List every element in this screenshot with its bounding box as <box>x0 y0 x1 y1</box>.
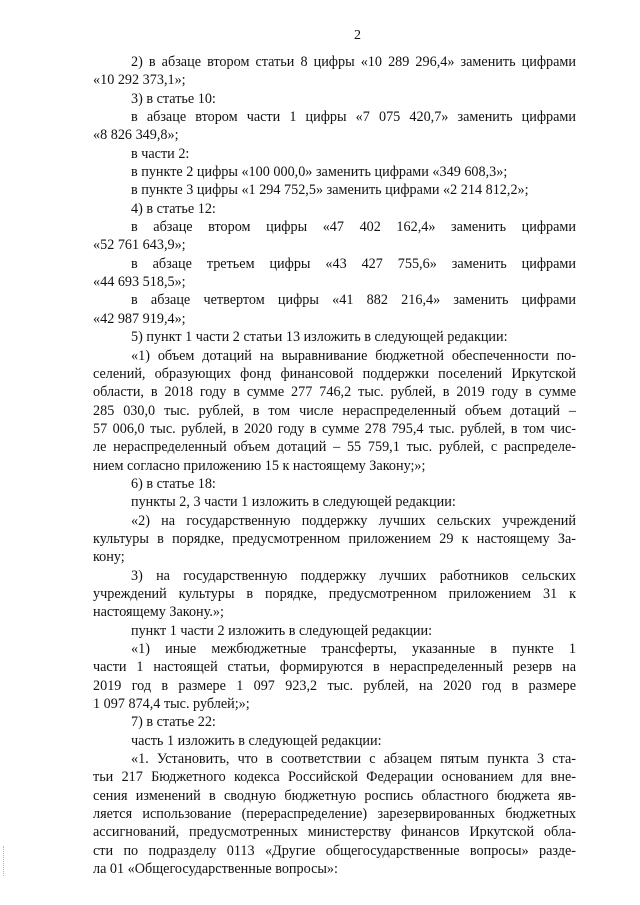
text-line: в абзаце четвертом цифры «41 882 216,4» заменить цифрами <box>131 292 576 309</box>
text-line: «1. Установить, что в соответствии с абзацем пятым пункта 3 ста- <box>131 751 576 768</box>
text-line: 7) в статье 22: <box>131 714 216 731</box>
text-line: нием согласно приложению 15 к настоящему Закону;»; <box>93 457 426 474</box>
document-body <box>93 53 576 878</box>
text-line: учреждений культуры в порядке, предусмотренном приложением 31 к <box>93 585 576 602</box>
text-line: 3) на государственную поддержку лучших работников сельских <box>131 567 576 584</box>
text-line: 57 006,0 тыс. рублей, в 2020 году в сумме 278 795,4 тыс. рублей, в том чис- <box>93 420 576 437</box>
text-line: селений, образующих фонд финансовой поддержки поселений Иркутской <box>93 365 576 382</box>
text-line: 4) в статье 12: <box>131 200 216 217</box>
text-line: ле нераспределенный объем дотаций – 55 759,1 тыс. рублей, с распределе- <box>93 439 576 456</box>
text-line: в абзаце третьем цифры «43 427 755,6» заменить цифрами <box>131 255 576 272</box>
text-line: в абзаце втором части 1 цифры «7 075 420,7» заменить цифрами <box>131 109 576 126</box>
text-line: в пункте 2 цифры «100 000,0» заменить цифрами «349 608,3»; <box>131 164 508 181</box>
text-line: 3) в статье 10: <box>131 90 216 107</box>
text-line: кону; <box>93 549 125 566</box>
text-line: «1) иные межбюджетные трансферты, указанные в пункте 1 <box>131 641 576 657</box>
text-line: тьи 217 Бюджетного кодекса Российской Федерации основанием для вне- <box>93 769 576 786</box>
text-line: «10 292 373,1»; <box>93 72 186 89</box>
scan-artifact <box>3 846 7 876</box>
text-line: в части 2: <box>131 145 190 162</box>
text-line: «2) на государственную поддержку лучших сельских учреждений <box>131 512 576 529</box>
text-line: 2019 год в размере 1 097 923,2 тыс. рублей, на 2020 год в размере <box>93 677 576 694</box>
text-line: ла 01 «Общегосударственные вопросы»: <box>93 861 338 878</box>
text-line: часть 1 изложить в следующей редакции: <box>131 732 382 749</box>
text-line: «52 761 643,9»; <box>93 237 186 254</box>
text-line: «8 826 349,8»; <box>93 127 179 144</box>
text-line: 1 097 874,4 тыс. рублей;»; <box>93 696 250 713</box>
text-line: «44 693 518,5»; <box>93 274 186 291</box>
text-line: 285 030,0 тыс. рублей, в том числе нераспределенный объем дотаций – <box>93 402 576 419</box>
text-line: «42 987 919,4»; <box>93 310 186 327</box>
text-line: сения изменений в сводную бюджетную роспись областного бюджета яв- <box>93 787 576 804</box>
text-line: ляется использование (перераспределение) зарезервированных бюджетных <box>93 806 576 823</box>
text-line: в абзаце втором цифры «47 402 162,4» заменить цифрами <box>131 219 576 236</box>
text-line: сти по подразделу 0113 «Другие общегосударственные вопросы» разде- <box>93 842 576 859</box>
text-line: «1) объем дотаций на выравнивание бюджетной обеспеченности по- <box>131 347 576 364</box>
text-line: культуры в порядке, предусмотренном приложением 29 к настоящему За- <box>93 530 576 547</box>
text-line: 2) в абзаце втором статьи 8 цифры «10 289 296,4» заменить цифрами <box>131 54 576 70</box>
text-line: ассигнований, предусмотренных министерству финансов Иркутской обла- <box>93 824 576 841</box>
text-line: 5) пункт 1 части 2 статьи 13 изложить в следующей редакции: <box>131 329 508 346</box>
text-line: части 1 настоящей статьи, формируются в нераспределенный резерв на <box>93 659 576 676</box>
text-line: пункты 2, 3 части 1 изложить в следующей редакции: <box>131 494 456 511</box>
text-line: 6) в статье 18: <box>131 475 216 492</box>
text-line: в пункте 3 цифры «1 294 752,5» заменить цифрами «2 214 812,2»; <box>131 182 529 199</box>
page-number: 2 <box>354 28 361 43</box>
text-line: настоящему Закону.»; <box>93 604 224 621</box>
text-line: пункт 1 части 2 изложить в следующей редакции: <box>131 622 433 639</box>
text-line: области, в 2018 году в сумме 277 746,2 тыс. рублей, в 2019 году в сумме <box>93 384 576 401</box>
